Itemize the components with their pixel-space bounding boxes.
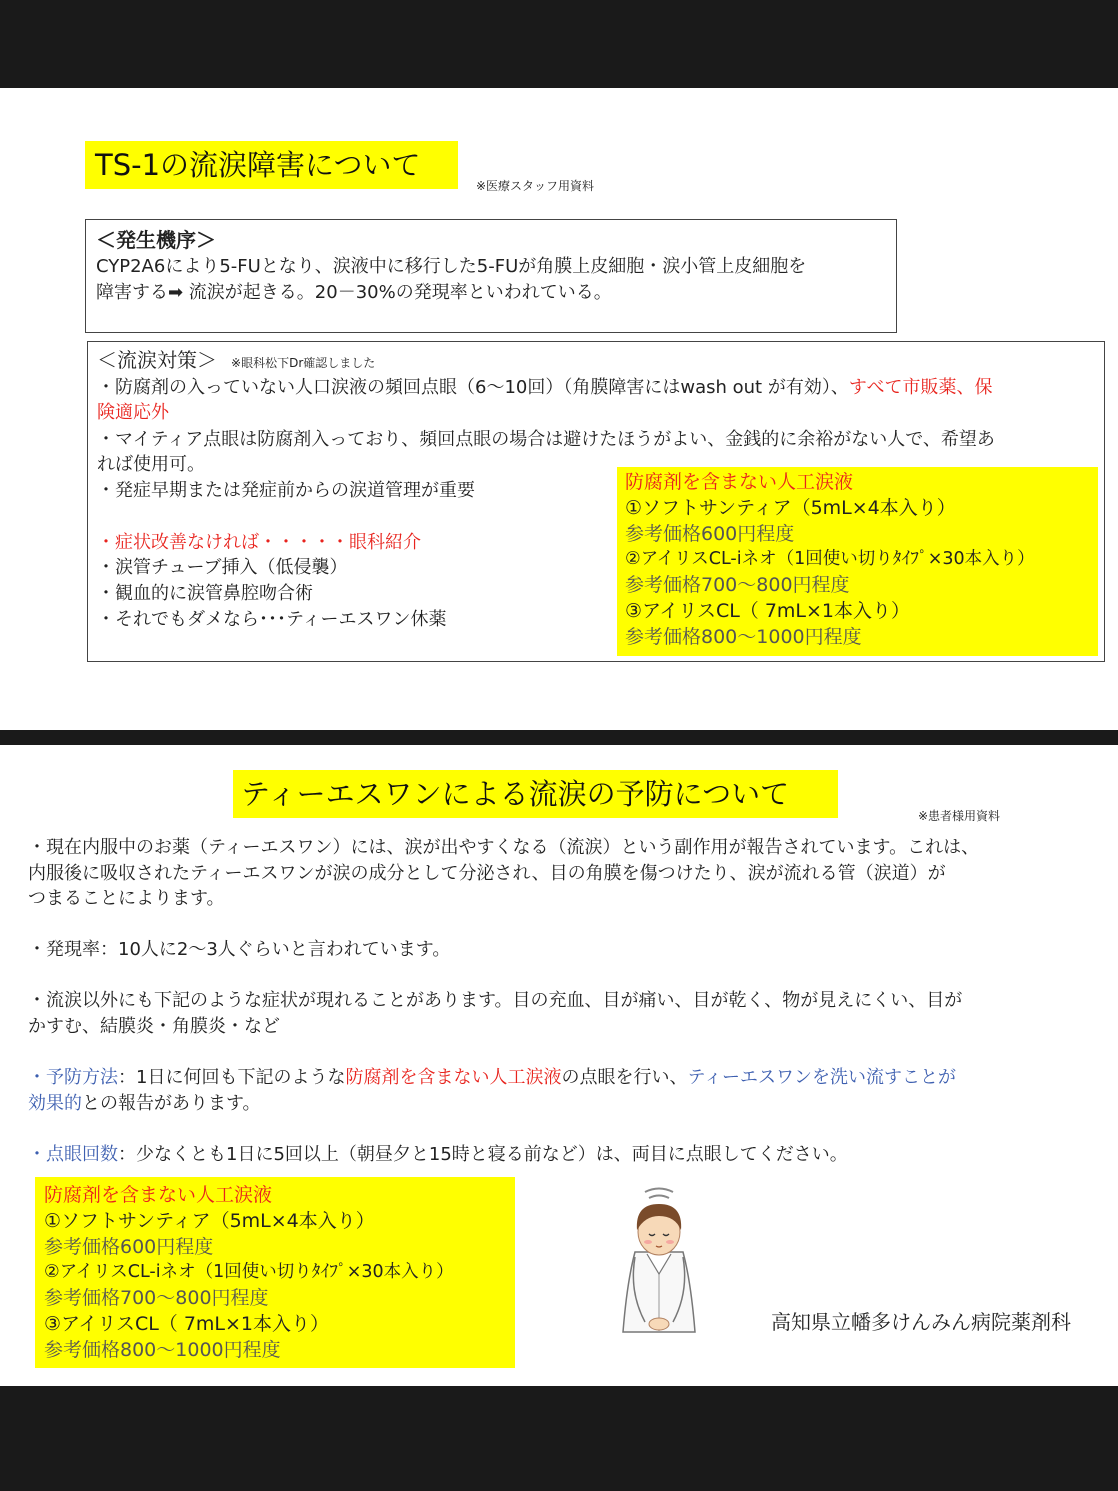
mechanism-heading: ＜発生機序＞ [96,228,216,252]
staff-slide [0,88,1118,730]
slide1-products-box [617,467,1098,656]
hospital-name: 高知県立幡多けんみん病院薬剤科 [771,1310,1071,1334]
slide1-title-box [85,141,458,189]
product-2-price: 参考価格700〜800円程度 [44,1287,269,1310]
incidence-line [28,938,450,962]
countermeasures-box [87,341,1105,662]
item1-text: ・防腐剤の入っていない人口涙液の頻回点眼（6〜10回）（角膜障害にはwash out が有効）、 [97,377,849,398]
product-1-price: 参考価格600円程度 [625,522,795,545]
frequency-label: ・点眼回数 [28,1144,118,1165]
products-heading: 防腐剤を含まない人工涙液 [44,1184,273,1206]
para1-line2: 内服後に吸収されたティーエスワンが涙の成分として分泌され、目の角膜を傷つけたり、涙が流れる管（涙道）が [28,863,946,884]
countermeasure-item1-cont: 険適応外 [97,402,169,423]
products-heading: 防腐剤を含まない人工涙液 [625,471,854,493]
slide1-title: TS-1の流涙障害について [95,148,421,182]
product-3-price: 参考価格800〜1000円程度 [625,625,862,648]
countermeasure-item1 [97,376,992,400]
referral-sub1: ・涙管チューブ挿入（低侵襲） [97,557,348,578]
para3-line2: かすむ、結膜炎・角膜炎・など [28,1016,280,1037]
patient-note: ※患者様用資料 [918,809,1001,823]
slide2-title-box [233,770,838,818]
countermeasure-item3: ・発症早期または発症前からの涙道管理が重要 [97,480,475,501]
countermeasure-item2-cont: れば使用可。 [97,454,205,475]
confirm-note: ※眼科松下Dr確認しました [231,356,376,370]
product-2: ②アイリスCL-iネオ（1回使い切りﾀｲﾌﾟ×30本入り） [44,1262,454,1283]
para1-line3: つまることによります。 [28,888,225,909]
product-1-price: 参考価格600円程度 [44,1235,214,1258]
slide2-title: ティーエスワンによる流涙の予防について [241,777,790,811]
product-2-price: 参考価格700〜800円程度 [625,574,850,597]
mechanism-line2: 障害する➡ 流涙が起きる。20－30%の発現率といわれている。 [96,282,612,303]
staff-note: ※医療スタッフ用資料 [476,179,595,193]
referral-sub3: ・それでもダメなら･･･ティーエスワン休薬 [97,609,447,630]
item1-red-text: すべて市販薬、保 [848,377,993,398]
product-3: ③アイリスCL（ 7mL×1本入り） [625,599,911,622]
frequency-line [28,1143,848,1167]
mechanism-box [85,219,897,333]
para1-line1: ・現在内服中のお薬（ティーエスワン）には、涙が出やすくなる（流涙）という副作用が報告されています。これは、 [28,837,980,858]
patient-slide [0,745,1118,1386]
bowing-pharmacist-illustration [615,1182,705,1347]
referral-line: ・症状改善なければ・・・・・眼科紹介 [97,532,421,553]
prevention-text-c: との報告があります。 [82,1093,261,1114]
frequency-text: ：少なくとも1日に5回以上（朝昼夕と15時と寝る前など）は、両目に点眼してください。 [118,1144,848,1165]
mechanism-line1: CYP2A6により5-FUとなり、涙液中に移行した5-FUが角膜上皮細胞・涙小管上皮細胞を [96,256,807,277]
prevention-blue-text: ティーエスワンを洗い流すことが [687,1067,957,1088]
prevention-text-a: ：1日に何回も下記のような [118,1067,346,1088]
para3-line1: ・流涙以外にも下記のような症状が現れることがあります。目の充血、目が痛い、目が乾く、物が見えにくい、目が [28,990,963,1011]
product-2: ②アイリスCL-iネオ（1回使い切りﾀｲﾌﾟ×30本入り） [625,549,1035,570]
referral-sub2: ・観血的に涙管鼻腔吻合術 [97,583,313,604]
prevention-label: ・予防方法 [28,1067,118,1088]
prevention-line2 [28,1092,261,1116]
prevention-blue-text2: 効果的 [28,1093,82,1114]
countermeasures-heading-text: ＜流涙対策＞ [97,348,217,372]
product-1: ①ソフトサンティア（5mL×4本入り） [625,496,956,519]
prevention-text-b: の点眼を行い、 [561,1067,688,1088]
product-1: ①ソフトサンティア（5mL×4本入り） [44,1209,375,1232]
incidence-text: 10人に2〜3人ぐらいと言われています。 [118,939,451,960]
incidence-label: ・発現率： [28,939,118,960]
slide2-products-box [35,1177,515,1368]
countermeasures-heading [97,348,375,375]
product-3: ③アイリスCL（ 7mL×1本入り） [44,1312,330,1335]
countermeasure-item2: ・マイティア点眼は防腐剤入っており、頻回点眼の場合は避けたほうがよい、金銭的に余裕がない人で、希望あ [97,429,995,450]
prevention-line1 [28,1066,956,1090]
product-3-price: 参考価格800〜1000円程度 [44,1338,281,1361]
prevention-red-text: 防腐剤を含まない人工涙液 [345,1067,562,1088]
